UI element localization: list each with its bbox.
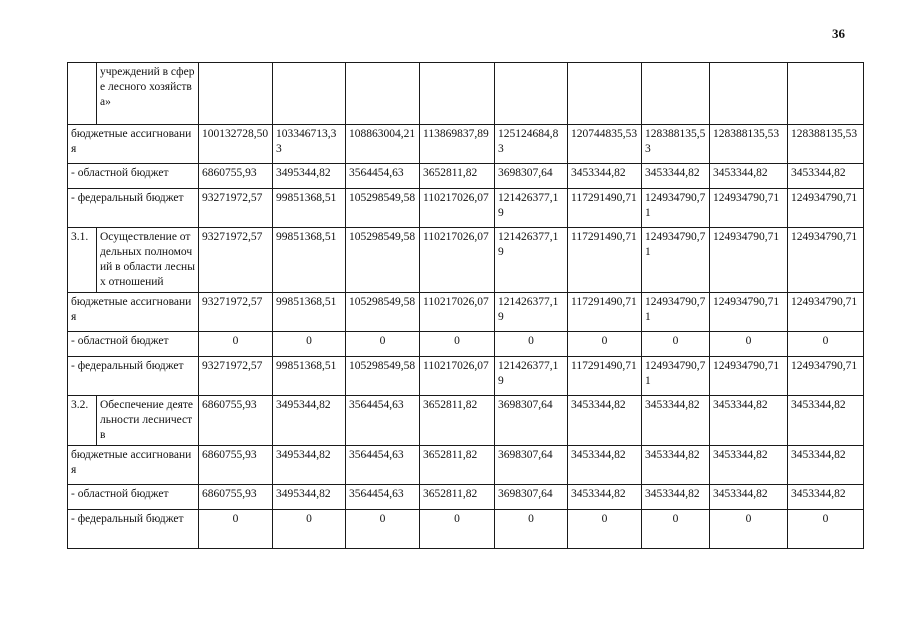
value-cell: 100132728,50: [199, 125, 273, 164]
value-cell: 3698307,64: [495, 396, 568, 446]
value-cell: 105298549,58: [346, 293, 420, 332]
value-cell: 6860755,93: [199, 485, 273, 510]
row-label: бюджетные ассигнования: [68, 446, 199, 485]
value-cell: 105298549,58: [346, 189, 420, 228]
value-cell: 3453344,82: [642, 164, 710, 189]
value-cell: 110217026,07: [420, 189, 495, 228]
table-row: [68, 446, 864, 485]
value-cell: 0: [273, 510, 346, 549]
value-cell: 124934790,71: [788, 293, 864, 332]
value-cell: 124934790,71: [642, 293, 710, 332]
value-cell: 3564454,63: [346, 446, 420, 485]
value-cell: [420, 63, 495, 125]
item-name: Осуществление отдельных полномочий в области лесных отношений: [97, 228, 199, 293]
value-cell: 0: [642, 332, 710, 357]
value-cell: 0: [568, 510, 642, 549]
value-cell: 124934790,71: [642, 189, 710, 228]
value-cell: 3453344,82: [642, 396, 710, 446]
value-cell: 3453344,82: [788, 396, 864, 446]
value-cell: 124934790,71: [710, 228, 788, 293]
value-cell: 6860755,93: [199, 396, 273, 446]
value-cell: 3698307,64: [495, 164, 568, 189]
value-cell: 120744835,53: [568, 125, 642, 164]
value-cell: 3453344,82: [710, 164, 788, 189]
value-cell: 3495344,82: [273, 446, 346, 485]
value-cell: 3652811,82: [420, 164, 495, 189]
value-cell: 3698307,64: [495, 446, 568, 485]
value-cell: 3698307,64: [495, 485, 568, 510]
value-cell: 93271972,57: [199, 293, 273, 332]
value-cell: [568, 63, 642, 125]
value-cell: 117291490,71: [568, 228, 642, 293]
value-cell: 124934790,71: [710, 293, 788, 332]
value-cell: [788, 63, 864, 125]
value-cell: 0: [788, 332, 864, 357]
value-cell: 0: [199, 332, 273, 357]
value-cell: 3453344,82: [710, 396, 788, 446]
value-cell: 128388135,53: [642, 125, 710, 164]
value-cell: 124934790,71: [788, 228, 864, 293]
value-cell: 3453344,82: [568, 164, 642, 189]
value-cell: 3453344,82: [788, 446, 864, 485]
value-cell: 3453344,82: [710, 446, 788, 485]
value-cell: [199, 63, 273, 125]
value-cell: 121426377,19: [495, 357, 568, 396]
value-cell: 0: [346, 332, 420, 357]
value-cell: 99851368,51: [273, 293, 346, 332]
value-cell: [273, 63, 346, 125]
value-cell: 0: [420, 332, 495, 357]
value-cell: 99851368,51: [273, 357, 346, 396]
table-row: [68, 293, 864, 332]
value-cell: 0: [199, 510, 273, 549]
item-index: 3.1.: [68, 228, 97, 293]
value-cell: 3564454,63: [346, 164, 420, 189]
table-row: [68, 332, 864, 357]
value-cell: 0: [273, 332, 346, 357]
value-cell: 124934790,71: [710, 189, 788, 228]
row-label: бюджетные ассигнования: [68, 125, 199, 164]
value-cell: 128388135,53: [788, 125, 864, 164]
value-cell: 3564454,63: [346, 396, 420, 446]
value-cell: 124934790,71: [788, 357, 864, 396]
value-cell: 113869837,89: [420, 125, 495, 164]
page-number: 36: [832, 26, 845, 41]
row-label: бюджетные ассигнования: [68, 293, 199, 332]
row-label: - областной бюджет: [68, 485, 199, 510]
value-cell: 103346713,33: [273, 125, 346, 164]
value-cell: 0: [710, 510, 788, 549]
value-cell: 99851368,51: [273, 228, 346, 293]
value-cell: 3495344,82: [273, 164, 346, 189]
value-cell: 3453344,82: [568, 485, 642, 510]
value-cell: 99851368,51: [273, 189, 346, 228]
value-cell: 93271972,57: [199, 189, 273, 228]
value-cell: 125124684,83: [495, 125, 568, 164]
value-cell: 0: [642, 510, 710, 549]
value-cell: 3453344,82: [642, 446, 710, 485]
table-row: [68, 396, 864, 446]
item-index: 3.2.: [68, 396, 97, 446]
value-cell: 3453344,82: [642, 485, 710, 510]
value-cell: 110217026,07: [420, 228, 495, 293]
index-cell: [68, 63, 97, 125]
row-label: - федеральный бюджет: [68, 510, 199, 549]
value-cell: 93271972,57: [199, 228, 273, 293]
value-cell: 110217026,07: [420, 357, 495, 396]
value-cell: 128388135,53: [710, 125, 788, 164]
value-cell: 110217026,07: [420, 293, 495, 332]
value-cell: 117291490,71: [568, 189, 642, 228]
value-cell: 6860755,93: [199, 164, 273, 189]
value-cell: 93271972,57: [199, 357, 273, 396]
value-cell: 117291490,71: [568, 357, 642, 396]
table-row-header-continuation: [68, 63, 864, 125]
budget-table: [67, 62, 864, 549]
value-cell: 0: [346, 510, 420, 549]
table-row: [68, 189, 864, 228]
item-name: Обеспечение деятельности лесничеств: [97, 396, 199, 446]
value-cell: 3652811,82: [420, 446, 495, 485]
value-cell: 105298549,58: [346, 357, 420, 396]
table-row: [68, 228, 864, 293]
value-cell: 121426377,19: [495, 228, 568, 293]
value-cell: 124934790,71: [642, 357, 710, 396]
value-cell: 0: [568, 332, 642, 357]
table-row: [68, 357, 864, 396]
value-cell: 3453344,82: [568, 396, 642, 446]
value-cell: 3453344,82: [788, 164, 864, 189]
value-cell: [642, 63, 710, 125]
value-cell: 124934790,71: [710, 357, 788, 396]
value-cell: 105298549,58: [346, 228, 420, 293]
value-cell: 124934790,71: [642, 228, 710, 293]
table-row: [68, 164, 864, 189]
table-row: [68, 485, 864, 510]
value-cell: 0: [495, 332, 568, 357]
value-cell: 3453344,82: [788, 485, 864, 510]
value-cell: 3652811,82: [420, 396, 495, 446]
value-cell: [495, 63, 568, 125]
value-cell: 6860755,93: [199, 446, 273, 485]
value-cell: 117291490,71: [568, 293, 642, 332]
item-name-cell: учреждений в сфере лесного хозяйства»: [97, 63, 199, 125]
value-cell: 108863004,21: [346, 125, 420, 164]
row-label: - областной бюджет: [68, 164, 199, 189]
value-cell: 3453344,82: [568, 446, 642, 485]
value-cell: [710, 63, 788, 125]
value-cell: 3564454,63: [346, 485, 420, 510]
value-cell: 121426377,19: [495, 189, 568, 228]
row-label: - федеральный бюджет: [68, 357, 199, 396]
value-cell: 0: [788, 510, 864, 549]
value-cell: 121426377,19: [495, 293, 568, 332]
value-cell: 124934790,71: [788, 189, 864, 228]
table-row: [68, 125, 864, 164]
table-row: [68, 510, 864, 549]
row-label: - областной бюджет: [68, 332, 199, 357]
value-cell: 0: [420, 510, 495, 549]
value-cell: 0: [710, 332, 788, 357]
value-cell: 0: [495, 510, 568, 549]
row-label: - федеральный бюджет: [68, 189, 199, 228]
value-cell: [346, 63, 420, 125]
value-cell: 3652811,82: [420, 485, 495, 510]
value-cell: 3495344,82: [273, 396, 346, 446]
value-cell: 3453344,82: [710, 485, 788, 510]
value-cell: 3495344,82: [273, 485, 346, 510]
